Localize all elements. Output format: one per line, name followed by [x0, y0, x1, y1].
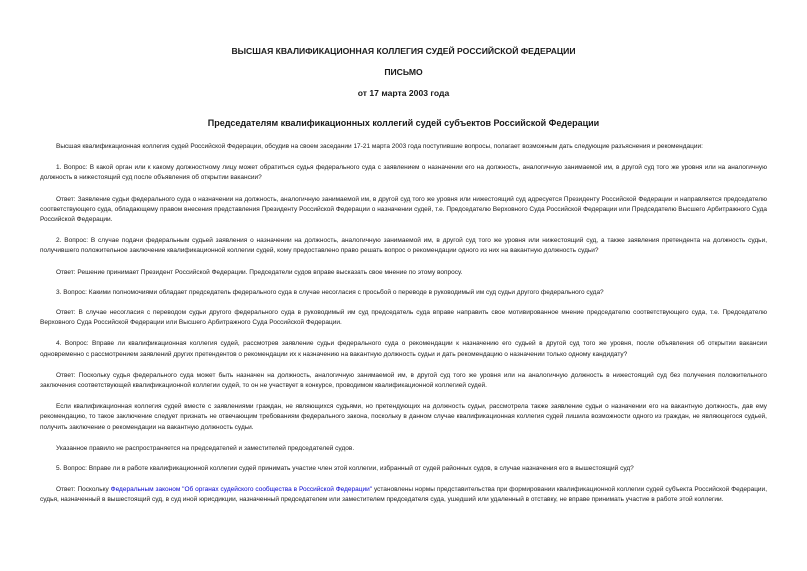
- paragraph-answer-5: [40, 485, 767, 505]
- federal-law-link[interactable]: Федеральным законом "Об органах судейского сообщества в Российской Федерации": [110, 486, 373, 494]
- paragraph-question-2: 2. Вопрос: В случае подачи федеральным судьей заявления о назначении на должность, аналогичную занимаемой им, в другой суд того же уровня или нижестоящий суд, а также заявления претендента на должность судьи, получившего положительное заключение квалификационной коллегии судей, кому предоставлено право решать вопрос о рекомендации одного из них на вакантную должность судьи?: [40, 237, 767, 255]
- paragraph-exception-note: Указанное правило не распространяется на председателей и заместителей председателей судов.: [56, 444, 355, 452]
- paragraph-answer-1: Ответ: Заявление судьи федерального суда о назначении на должность, аналогичную занимаемой им, в другой суд того же уровня или нижестоящий суд адресуется Президенту Российской Федерации и направляется председателю соответствующего суда, обладающему правом внесения представления Президенту Российской Федерации о назначении судей, т.е. Председателю Верховного Суда Российской Федерации или Председателю Высшего Арбитражного Суда Российской Федерации.: [40, 195, 767, 224]
- document-body: [40, 142, 767, 506]
- document-org-title: ВЫСШАЯ КВАЛИФИКАЦИОННАЯ КОЛЛЕГИЯ СУДЕЙ РОССИЙСКОЙ ФЕДЕРАЦИИ: [231, 46, 576, 56]
- paragraph-answer-2: Ответ: Решение принимает Президент Российской Федерации. Председатели судов вправе высказать свое мнение по этому вопросу.: [56, 268, 463, 276]
- paragraph-question-4: 4. Вопрос: Вправе ли квалификационная коллегия судей, рассмотрев заявление судьи федерального суда о рекомендации к назначению его судьей в другой суд того же уровня, после объявления об открытии вакансии одновременно с рассмотрением заявлений других претендентов о рекомендации их к назначению на вакантную должность судьи и дать рекомендацию о назначении только одному кандидату?: [40, 340, 767, 358]
- document-addressee: Председателям квалификационных коллегий судей субъектов Российской Федерации: [207, 118, 600, 128]
- paragraph-question-1: 1. Вопрос: В какой орган или к какому должностному лицу может обратиться судья федерального суда с заявлением о назначении его на должность, аналогичную занимаемой им, в другой суд того же уровня или на аналогичную должность в нижестоящий суд после объявления об открытии вакансии?: [40, 164, 767, 182]
- paragraph-question-5: 5. Вопрос: Вправе ли в работе квалификационной коллегии судей принимать участие член этой коллегии, избранный от судей районных судов, в случае назначения его в вышестоящий суд?: [56, 465, 634, 473]
- paragraph-intro: Высшая квалификационная коллегия судей Российской Федерации, обсудив на своем заседании 17-21 марта 2003 года поступившие вопросы, полагает возможным дать следующие разъяснения и рекомендации:: [56, 143, 703, 150]
- paragraph-answer-3: Ответ: В случае несогласия с переводом судьи другого федерального суда в руководимый им суд председатель суда вправе направить свое мотивированное мнение председателю соответствующего суда, т.е. Председателю Верховного Суда Российской Федерации или Высшего Арбитражного Суда Российской Федерации.: [40, 309, 767, 327]
- document-date: от 17 марта 2003 года: [357, 88, 450, 98]
- answer-5-suffix: установлены нормы представительства при формировании квалификационной коллегии судей субъекта Российской Федерации, судья, назначенный в вышестоящий суд, в суд иной юрисдикции, назначенный председателем или заместителем председателя суда, ушедший или удаленный в отставку, не вправе принимать участие в работе этой коллегии.: [40, 486, 767, 504]
- answer-5-prefix: Ответ: Поскольку: [56, 486, 111, 494]
- paragraph-answer-4-continued: Если квалификационная коллегия судей вместе с заявлениями граждан, не являющихся судьями, но претендующих на должность судьи, рассмотрела также заявление судьи о назначении его на вакантную должность, дав ему рекомендацию, то такое заключение следует признать не отвечающим требованиям федерального закона, поскольку в данном случае квалификационная коллегия судей лишила возможности одного из граждан, не являющегося судьей, получить заключение о рекомендации на вакантную должность судьи.: [40, 403, 767, 431]
- paragraph-answer-4: Ответ: Поскольку судья федерального суда может быть назначен на должность, аналогичную занимаемой им, в другой суд того же уровня или на аналогичную должность в нижестоящий суд без получения положительного заключения соответствующей квалификационной коллегии судей, то он не участвует в конкурсе, проводимом квалификационной коллегией судей.: [40, 371, 767, 390]
- paragraph-question-3: 3. Вопрос: Какими полномочиями обладает председатель федерального суда в случае несогласия с просьбой о переводе в руководимый им суд судьи другого федерального суда?: [56, 288, 604, 296]
- document-type: ПИСЬМО: [384, 67, 423, 77]
